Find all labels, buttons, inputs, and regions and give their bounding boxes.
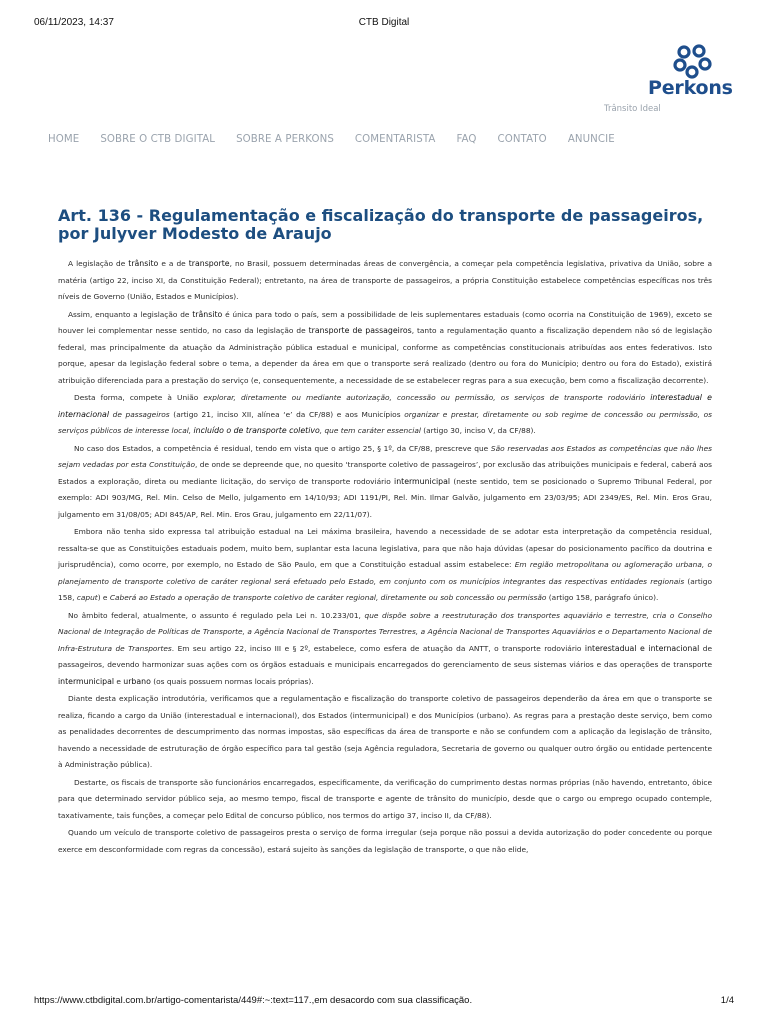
quote: São reservadas aos Estados as competências que não lhes sejam vedadas por esta Constituição — [58, 443, 713, 469]
text: (neste sentido, tem se posicionado o Supremo Tribunal Federal, por exemplo: ADI 903/MG, Rel. Min. Celso de Mello, julgamento em 14/10/93; ADI 1191/PI, Rel. Min. Ilmar Galvão, julgamento em 23/03/95; ADI 2349/ES, Rel. Min. Eros Grau, julgamento em 31/08/05; ADI 845/AP, Rel. Min. Eros Grau, julgamento em 22/11/07). — [58, 476, 712, 519]
text: e — [114, 676, 124, 686]
perkons-logo[interactable] — [646, 44, 736, 102]
text: . Em seu artigo 22, inciso III e § 2º, estabelece, como esfera de atuação da ANTT, o transporte rodoviário — [171, 643, 585, 653]
nav-sobre-ctb-digital[interactable]: SOBRE O CTB DIGITAL — [100, 134, 216, 145]
print-page-number: 1/4 — [720, 995, 734, 1006]
quote: organizar e prestar, diretamente ou sob regime de concessão ou permissão, os serviços públicos de interesse local, — [58, 409, 712, 435]
text: Destarte, os fiscais de transporte são funcionários encarregados, especificamente, da verificação do cumprimento destas normas próprias (não havendo, entretanto, óbice para que determinado servidor público seja, ao mesmo tempo, fiscal de transporte e agente de trânsito do município, desde que o cargo ou emprego ocupado contemple, taxativamente, tais funções, a começar pelo Edital de concurso público, nos termos do artigo 37, inciso II, da CF/88). — [58, 777, 712, 820]
text: , no Brasil, possuem determinadas áreas de convergência, a começar pela competência legislativa, privativa da União, sobre a matéria (artigo 22, inciso XI, da Constituição Federal); entretanto, na área de transporte de passageiros, a própria Constituição estabelece competências específicas nos três níveis de Governo (União, Estados e Municípios). — [58, 259, 712, 301]
paragraph-7 — [58, 691, 712, 774]
highlight: intermunicipal — [58, 676, 115, 686]
paragraph-5 — [58, 524, 712, 607]
paragraph-3 — [58, 390, 712, 440]
print-page-title: CTB Digital — [358, 17, 410, 28]
main-nav — [48, 134, 636, 148]
logo-tagline: Trânsito Ideal — [604, 104, 661, 114]
quote: de passageiros — [109, 409, 170, 419]
text: Desta forma, compete à União — [74, 393, 204, 402]
highlight: intermunicipal — [394, 476, 451, 486]
highlight: interestadual e internacional — [58, 393, 712, 419]
text: No caso dos Estados, a competência é residual, tendo em vista que o artigo 25, § 1º, da CF/88, prescreve que — [74, 443, 491, 453]
text: Diante desta explicação introdutória, verificamos que a regulamentação e fiscalização do transporte coletivo de passageiros dependerão da área em que o transporte se realiza, ficando a cargo da União (interestadual e internacional), dos Estados (intermunicipal) e dos Municípios (urbano). As regras para a prestação deste serviço, bem como as penalidades decorrentes de descumprimento das normas impostas, são específicas da área de transporte e não se confundem com a aplicação da legislação de trânsito, havendo a necessidade de estruturação de órgão específico para tal gestão (seja Agência reguladora, Secretaria de governo ou qualquer outro órgão ou entidade pertencente à Administração pública). — [58, 694, 712, 769]
text: e a de — [158, 259, 189, 268]
text: Quando um veículo de transporte coletivo de passageiros presta o serviço de forma irregular (seja porque não possui a devida autorização do poder concedente ou porque exerce em desconformidade com regras da concessão), estará sujeito às sanções da legislação de transporte, o que não elide, — [58, 828, 712, 854]
text: A legislação de — [68, 259, 129, 268]
text: de passageiros, devendo harmonizar suas ações com os órgãos estaduais e municipais encarregados do gerenciamento de seus sistemas viários e das operações de transporte — [58, 643, 713, 669]
text: (artigo 21, inciso XII, alínea ‘e’ da CF/88) e aos Municípios — [169, 409, 405, 419]
quote: explorar, diretamente ou mediante autorização, concessão ou permissão, os serviços de transporte rodoviário — [203, 393, 651, 402]
text: (artigo 158, parágrafo único). — [546, 593, 659, 602]
nav-contato[interactable]: CONTATO — [497, 134, 547, 145]
nav-faq[interactable]: FAQ — [456, 134, 477, 145]
quote: Caberá ao Estado a operação de transporte coletivo de caráter regional, diretamente ou sob concessão ou permissão — [109, 593, 547, 602]
article-body — [58, 256, 712, 859]
print-url: https://www.ctbdigital.com.br/artigo-comentarista/449#:~:text=117.,em desacordo com sua classificação. — [34, 995, 473, 1006]
quote: caput — [76, 593, 98, 602]
text: Embora não tenha sido expressa tal atribuição estadual na Lei máxima brasileira, havendo a necessidade de se adotar esta interpretação da competência residual, ressalta-se que as Constituições estaduais podem, muito bem, suplantar esta lacuna legislativa, para que não haja dúvidas (apesar do posicionamento pacífico da doutrina e jurisprudência), como ocorre, por exemplo, no Estado de São Paulo, em que a Constituição estadual assim estabelece: — [58, 527, 712, 569]
paragraph-2 — [58, 307, 712, 390]
logo-text: Perkons — [648, 77, 733, 99]
text: , de onde se depreende que, no quesito ‘transporte coletivo de passageiros’, por exclusão das atribuições municipais e federal, caberá aos Estados a exploração, direta ou mediante licitação, do serviço de transporte rodoviário — [58, 460, 712, 486]
paragraph-4 — [58, 441, 712, 524]
highlight: incluído o de transporte coletivo — [193, 426, 320, 435]
text: (artigo 158, — [58, 576, 712, 602]
quote: Em região metropolitana ou aglomeração urbana, o planejamento de transporte coletivo de caráter regional será efetuado pelo Estado, em conjunto com os municípios integrantes das respectivas entidades regionais — [58, 560, 712, 586]
nav-sobre-perkons[interactable]: SOBRE A PERKONS — [236, 134, 334, 145]
perkons-flower-icon — [672, 44, 716, 80]
highlight: interestadual e internacional — [584, 643, 700, 653]
highlight: transporte de passageiros — [308, 326, 412, 335]
quote: que dispõe sobre a reestruturação dos transportes aquaviário e terrestre, cria o Conselho Nacional de Integração de Políticas de Transporte, a Agência Nacional de Transportes Terrestres, a Agência Nacional de Transportes Aquaviários e o Departamento Nacional de Infra-Estrutura de Transportes — [58, 610, 713, 653]
text: , tanto a regulamentação quanto a fiscalização dependem não só de legislação federal, mas principalmente da atuação da Administração pública estadual e municipal, conforme as competências constitucionais atribuídas aos entes federativos. Isto porque, apesar da legislação federal sobre o tema, a depender da área em que o transporte será realizado (dentro ou fora do Município; dentro ou fora do Estado), existirá atribuição diferenciada para a prestação do serviço (e, consequentemente, a necessidade de se estabelecer regras para a sua execução, bem como a fiscalização decorrente). — [58, 326, 713, 385]
paragraph-1 — [58, 256, 712, 306]
nav-comentarista[interactable]: COMENTARISTA — [354, 134, 436, 145]
print-header — [34, 17, 734, 31]
highlight: trânsito — [128, 259, 159, 268]
nav-home[interactable]: HOME — [48, 134, 80, 145]
highlight: transporte — [188, 259, 230, 268]
article-title: Art. 136 - Regulamentação e fiscalização do transporte de passageiros, por Julyver Modesto de Araujo — [58, 206, 704, 243]
highlight: urbano — [123, 676, 151, 686]
paragraph-8 — [58, 775, 712, 825]
quote: , que tem caráter essencial — [319, 426, 421, 435]
text: Assim, enquanto a legislação de — [68, 309, 193, 319]
print-datetime: 06/11/2023, 14:37 — [34, 17, 114, 28]
highlight: trânsito — [192, 309, 223, 319]
text: ) e — [97, 593, 110, 602]
text: No âmbito federal, atualmente, o assunto é regulado pela Lei n. 10.233/01, — [68, 610, 365, 620]
print-footer — [34, 995, 734, 1009]
paragraph-6 — [58, 608, 712, 691]
text: é única para todo o país, sem a possibilidade de leis suplementares estaduais (como ocorria na Constituição de 1969), exceto se houver lei complementar nesse sentido, no caso da legislação de — [58, 309, 712, 335]
text: (os quais possuem normas locais próprias). — [150, 676, 314, 686]
paragraph-9 — [58, 825, 712, 858]
text: (artigo 30, inciso V, da CF/88). — [420, 426, 536, 435]
nav-anuncie[interactable]: ANUNCIE — [567, 134, 615, 145]
